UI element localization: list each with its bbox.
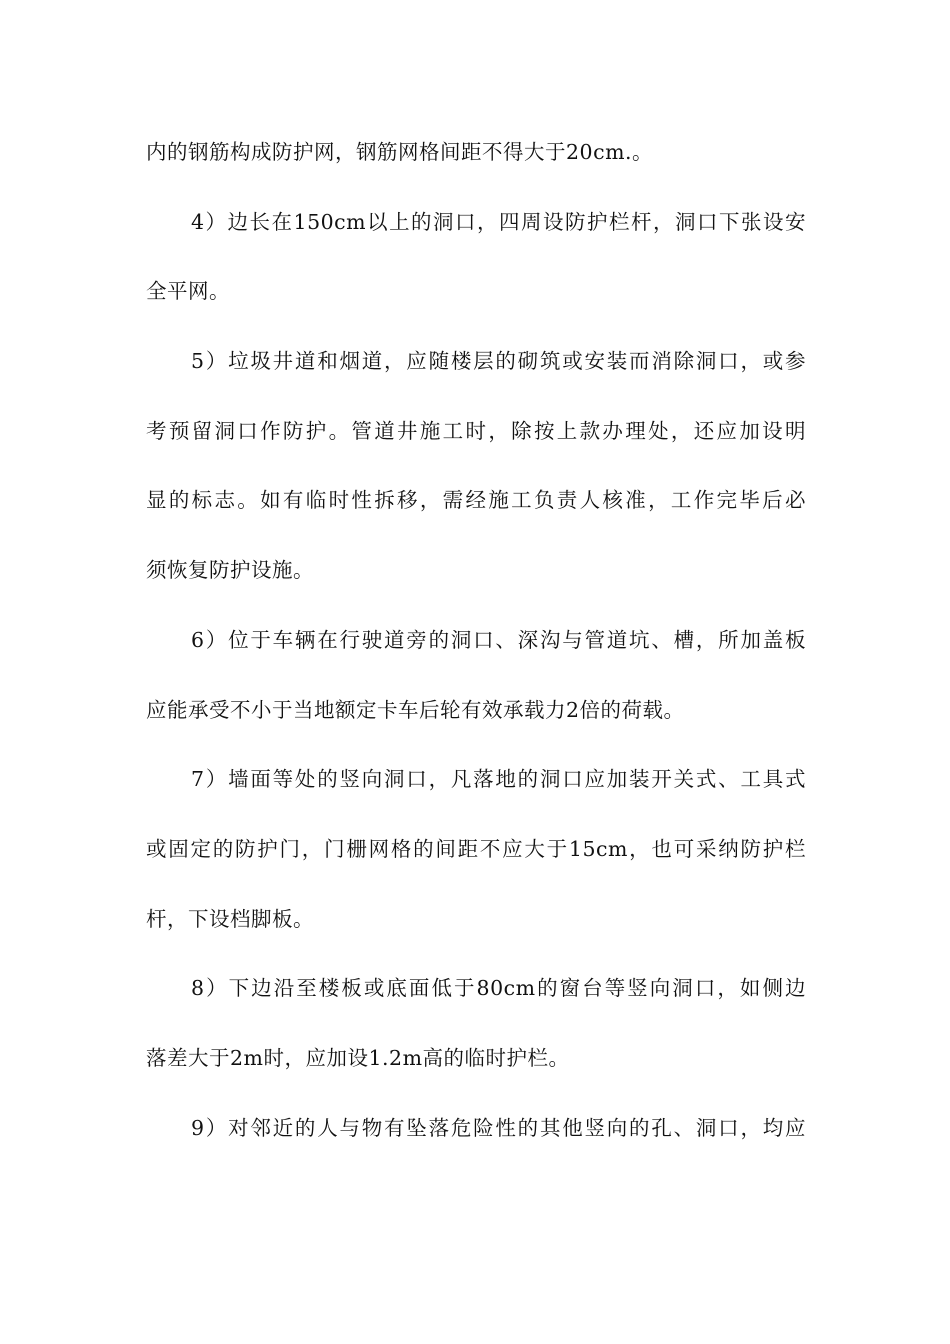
text-line-10: 7）墙面等处的竖向洞口，凡落地的洞口应加装开关式、工具式 (191, 767, 806, 792)
text-line-15: 9）对邻近的人与物有坠落危险性的其他竖向的孔、洞口，均应 (191, 1115, 806, 1140)
text-line-7: 须恢复防护设施。 (146, 558, 314, 583)
text-line-4: 5）垃圾井道和烟道，应随楼层的砌筑或安装而消除洞口，或参 (191, 349, 806, 374)
text-line-9: 应能承受不小于当地额定卡车后轮有效承载力2倍的荷载。 (146, 697, 685, 722)
text-line-12: 杆，下设档脚板。 (146, 906, 314, 931)
text-line-6: 显的标志。如有临时性拆移，需经施工负责人核准，工作完毕后必 (146, 488, 806, 513)
text-line-14: 落差大于2m时，应加设1.2m高的临时护栏。 (146, 1045, 570, 1070)
text-line-5: 考预留洞口作防护。管道井施工时，除按上款办理处，还应加设明 (146, 418, 806, 443)
text-line-2: 4）边长在150cm以上的洞口，四周设防护栏杆，洞口下张设安 (191, 209, 806, 234)
document-body (146, 134, 806, 1179)
text-line-3: 全平网。 (146, 279, 230, 304)
text-line-8: 6）位于车辆在行驶道旁的洞口、深沟与管道坑、槽，所加盖板 (191, 627, 806, 652)
text-line-11: 或固定的防护门，门栅网格的间距不应大于15cm，也可采纳防护栏 (146, 836, 806, 861)
text-line-13: 8）下边沿至楼板或底面低于80cm的窗台等竖向洞口，如侧边 (191, 976, 806, 1001)
text-line-1: 内的钢筋构成防护网，钢筋网格间距不得大于20cm.。 (146, 140, 654, 164)
